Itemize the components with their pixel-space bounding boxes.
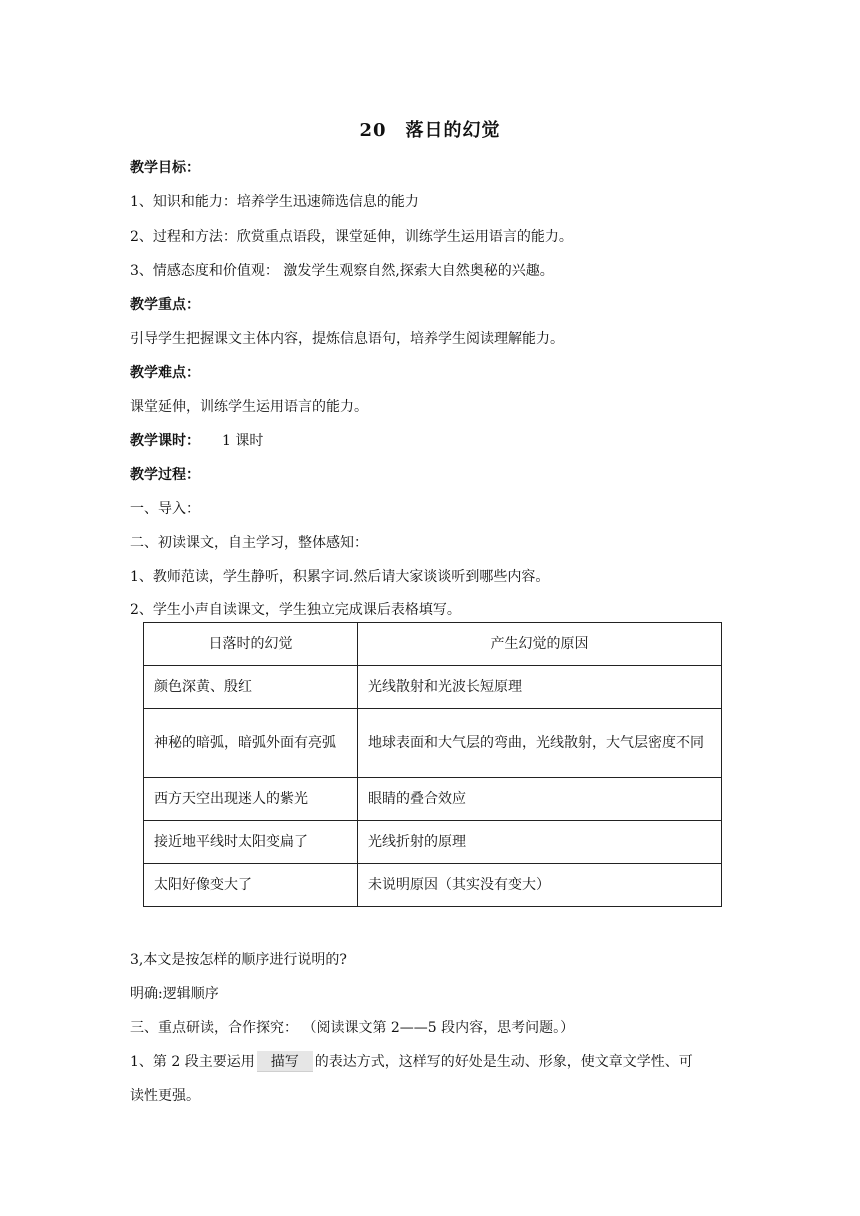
- period-label: 教学课时：: [130, 433, 200, 449]
- table-cell: 接近地平线时太阳变扁了: [144, 821, 358, 864]
- question-1: [130, 1051, 693, 1072]
- goal-3: 3、情感态度和价值观： 激发学生观察自然,探索大自然奥秘的兴趣。: [130, 263, 554, 279]
- table-row: [144, 821, 722, 864]
- table-header-cell: 产生幻觉的原因: [358, 623, 722, 666]
- table-cell: 神秘的暗弧，暗弧外面有亮弧: [144, 709, 358, 778]
- table-cell: 眼睛的叠合效应: [358, 778, 722, 821]
- goal-2: 2、过程和方法：欣赏重点语段，课堂延伸，训练学生运用语言的能力。: [130, 229, 573, 245]
- step-2-1: 1、教师范读，学生静听，积累字词.然后请大家谈谈听到哪些内容。: [130, 569, 550, 585]
- step-1: 一、导入：: [130, 501, 200, 517]
- table-header-cell: 日落时的幻觉: [144, 623, 358, 666]
- difficulty-text: 课堂延伸，训练学生运用语言的能力。: [130, 399, 368, 415]
- table-row: [144, 709, 722, 778]
- step-2: 二、初读课文，自主学习，整体感知：: [130, 535, 368, 551]
- goal-1: 1、知识和能力：培养学生迅速筛选信息的能力: [130, 194, 419, 210]
- step-3: 三、重点研读，合作探究： （阅读课文第 2——5 段内容，思考问题。）: [130, 1020, 575, 1036]
- key-text: 引导学生把握课文主体内容，提炼信息语句，培养学生阅读理解能力。: [130, 331, 564, 347]
- question-3: 3,本文是按怎样的顺序进行说明的?: [130, 952, 347, 968]
- table-row: [144, 864, 722, 907]
- table-header-row: [144, 623, 722, 666]
- key-heading: 教学重点：: [130, 297, 200, 313]
- question-1-continued: 读性更强。: [130, 1088, 200, 1104]
- step-2-2: 2、学生小声自读课文，学生独立完成课后表格填写。: [130, 602, 461, 618]
- page-title: 20 落日的幻觉: [359, 120, 501, 141]
- answer-3: 明确:逻辑顺序: [130, 986, 219, 1002]
- question-1-after: 的表达方式，这样写的好处是生动、形象，使文章文学性、可: [314, 1054, 693, 1070]
- table-row: [144, 666, 722, 709]
- table-cell: 西方天空出现迷人的紫光: [144, 778, 358, 821]
- process-heading: 教学过程：: [130, 467, 200, 483]
- period-row: [130, 430, 263, 450]
- table-cell: 地球表面和大气层的弯曲，光线散射，大气层密度不同: [358, 709, 722, 778]
- fill-blank-answer: 描写: [257, 1051, 313, 1072]
- period-value: 1 课时: [222, 433, 264, 449]
- table-cell: 未说明原因（其实没有变大）: [358, 864, 722, 907]
- goals-heading: 教学目标：: [130, 160, 200, 176]
- difficulty-heading: 教学难点：: [130, 365, 200, 381]
- table-cell: 光线折射的原理: [358, 821, 722, 864]
- table-row: [144, 778, 722, 821]
- question-1-before: 1、第 2 段主要运用: [130, 1054, 255, 1070]
- illusion-table: [143, 622, 722, 907]
- table-cell: 光线散射和光波长短原理: [358, 666, 722, 709]
- table-cell: 太阳好像变大了: [144, 864, 358, 907]
- table-cell: 颜色深黄、殷红: [144, 666, 358, 709]
